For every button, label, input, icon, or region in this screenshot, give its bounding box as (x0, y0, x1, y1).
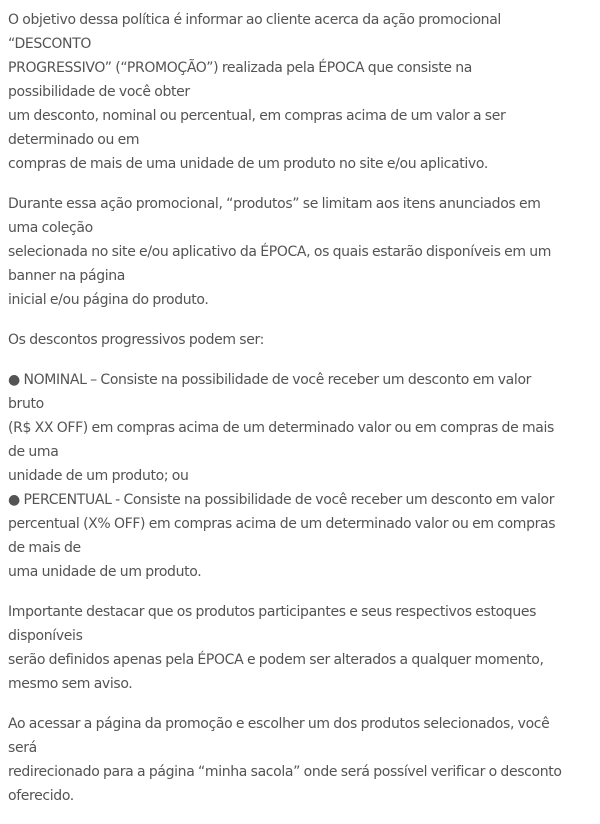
text-line: unidade de um produto; ou (8, 468, 189, 484)
text-line: redirecionado para a página “minha sacola” onde será possível verificar o desconto (8, 764, 562, 780)
text-line: determinado ou em (8, 132, 140, 148)
text-line: de uma (8, 444, 59, 460)
text-line: PROGRESSIVO” (“PROMOÇÃO”) realizada pela ÉPOCA que consiste na (8, 60, 472, 76)
paragraph-discount-types-list (8, 368, 598, 584)
text-line: uma coleção (8, 220, 93, 236)
text-line: Os descontos progressivos podem ser: (8, 332, 264, 348)
paragraph-objective (8, 8, 598, 176)
text-line: um desconto, nominal ou percentual, em compras acima de um valor a ser (8, 108, 506, 124)
text-line: O objetivo dessa política é informar ao cliente acerca da ação promocional (8, 12, 501, 28)
list-item-nominal: ● NOMINAL – Consiste na possibilidade de você receber um desconto em valor (8, 372, 532, 388)
text-line: possibilidade de você obter (8, 84, 190, 100)
paragraph-stock-notice (8, 600, 598, 696)
text-line: banner na página (8, 268, 126, 284)
text-line: compras de mais de uma unidade de um produto no site e/ou aplicativo. (8, 156, 488, 172)
text-line: de mais de (8, 540, 81, 556)
policy-document (8, 8, 598, 824)
paragraph-discount-types-intro (8, 328, 598, 352)
text-line: mesmo sem aviso. (8, 676, 133, 692)
text-line: selecionada no site e/ou aplicativo da ÉPOCA, os quais estarão disponíveis em um (8, 244, 552, 260)
text-line: oferecido. (8, 788, 74, 804)
text-line: disponíveis (8, 628, 83, 644)
list-item-percentual: ● PERCENTUAL - Consiste na possibilidade de você receber um desconto em valor (8, 492, 555, 508)
text-line: bruto (8, 396, 44, 412)
text-line: será (8, 740, 37, 756)
paragraph-checkout-redirect (8, 712, 598, 808)
text-line: Ao acessar a página da promoção e escolher um dos produtos selecionados, você (8, 716, 550, 732)
text-line: percentual (X% OFF) em compras acima de um determinado valor ou em compras (8, 516, 556, 532)
text-line: Durante essa ação promocional, “produtos” se limitam aos itens anunciados em (8, 196, 541, 212)
text-line: “DESCONTO (8, 36, 92, 52)
paragraph-products-scope (8, 192, 598, 312)
text-line: Importante destacar que os produtos participantes e seus respectivos estoques (8, 604, 537, 620)
text-line: (R$ XX OFF) em compras acima de um determinado valor ou em compras de mais (8, 420, 554, 436)
text-line: serão definidos apenas pela ÉPOCA e podem ser alterados a qualquer momento, (8, 652, 544, 668)
text-line: uma unidade de um produto. (8, 564, 202, 580)
text-line: inicial e/ou página do produto. (8, 292, 209, 308)
